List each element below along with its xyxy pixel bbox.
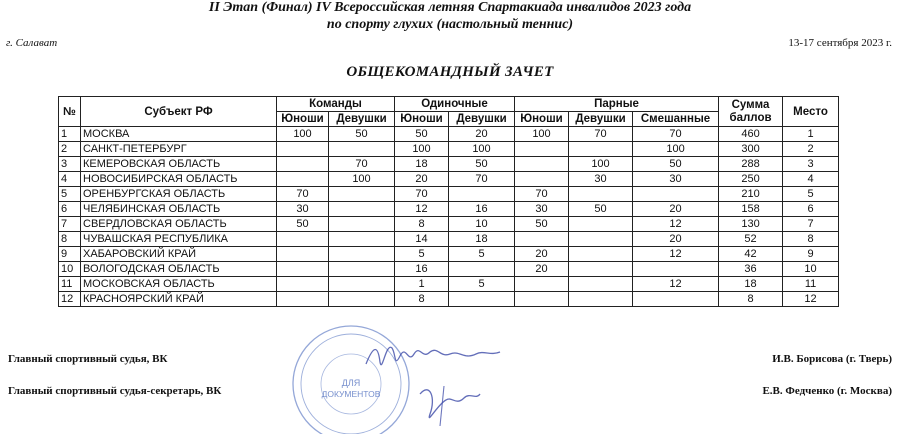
chief-judge-name: И.В. Борисова (г. Тверь) <box>772 353 892 365</box>
cell-subject: ОРЕНБУРГСКАЯ ОБЛАСТЬ <box>81 187 277 202</box>
cell-sb: 16 <box>395 262 449 277</box>
cell-subject: КЕМЕРОВСКАЯ ОБЛАСТЬ <box>81 157 277 172</box>
cell-sg <box>449 262 515 277</box>
header-singles: Одиночные <box>395 97 515 112</box>
cell-dg: 70 <box>569 127 633 142</box>
cell-no: 12 <box>59 292 81 307</box>
cell-tb: 70 <box>277 187 329 202</box>
cell-no: 4 <box>59 172 81 187</box>
cell-dm: 70 <box>633 127 719 142</box>
cell-dm: 12 <box>633 277 719 292</box>
table-row <box>59 292 839 307</box>
cell-place: 6 <box>783 202 839 217</box>
table-row <box>59 172 839 187</box>
cell-sb: 8 <box>395 292 449 307</box>
cell-tg: 50 <box>329 127 395 142</box>
cell-place: 4 <box>783 172 839 187</box>
cell-db: 50 <box>515 217 569 232</box>
cell-sg <box>449 187 515 202</box>
cell-subject: НОВОСИБИРСКАЯ ОБЛАСТЬ <box>81 172 277 187</box>
cell-dm: 20 <box>633 202 719 217</box>
cell-total: 288 <box>719 157 783 172</box>
document-title-line1: II Этап (Финал) IV Всероссийская летняя Спартакиада инвалидов 2023 года <box>208 0 692 15</box>
cell-place: 9 <box>783 247 839 262</box>
cell-sg: 5 <box>449 277 515 292</box>
cell-dm: 12 <box>633 217 719 232</box>
cell-total: 460 <box>719 127 783 142</box>
cell-tg <box>329 247 395 262</box>
cell-place: 3 <box>783 157 839 172</box>
cell-place: 5 <box>783 187 839 202</box>
table-heading: ОБЩЕКОМАНДНЫЙ ЗАЧЕТ <box>346 64 554 80</box>
cell-total: 52 <box>719 232 783 247</box>
cell-place: 11 <box>783 277 839 292</box>
cell-tg: 100 <box>329 172 395 187</box>
table-body <box>59 127 839 307</box>
cell-total: 36 <box>719 262 783 277</box>
header-place: Место <box>783 97 839 127</box>
cell-tb <box>277 142 329 157</box>
cell-db: 20 <box>515 262 569 277</box>
cell-tb: 30 <box>277 202 329 217</box>
header-doubles-boys: Юноши <box>515 112 569 127</box>
cell-sg: 5 <box>449 247 515 262</box>
cell-tg <box>329 232 395 247</box>
cell-tg <box>329 217 395 232</box>
standings-table <box>58 96 839 307</box>
cell-dg: 50 <box>569 202 633 217</box>
dates: 13-17 сентября 2023 г. <box>788 37 892 49</box>
cell-sb: 14 <box>395 232 449 247</box>
cell-db <box>515 157 569 172</box>
cell-sb: 20 <box>395 172 449 187</box>
cell-no: 7 <box>59 217 81 232</box>
handwritten-signatures <box>360 334 520 434</box>
cell-no: 1 <box>59 127 81 142</box>
cell-db: 20 <box>515 247 569 262</box>
stamp-text-1: ДЛЯ <box>341 378 361 388</box>
cell-dm: 100 <box>633 142 719 157</box>
cell-subject: ХАБАРОВСКИЙ КРАЙ <box>81 247 277 262</box>
cell-subject: САНКТ-ПЕТЕРБУРГ <box>81 142 277 157</box>
cell-total: 210 <box>719 187 783 202</box>
cell-dg: 30 <box>569 172 633 187</box>
cell-dg: 100 <box>569 157 633 172</box>
cell-sg: 70 <box>449 172 515 187</box>
table-row <box>59 142 839 157</box>
cell-total: 250 <box>719 172 783 187</box>
place: г. Салават <box>6 37 58 49</box>
header-singles-boys: Юноши <box>395 112 449 127</box>
cell-sb: 70 <box>395 187 449 202</box>
cell-total: 158 <box>719 202 783 217</box>
table-row <box>59 217 839 232</box>
cell-dm <box>633 262 719 277</box>
cell-tb <box>277 157 329 172</box>
stamp-text-2: ДОКУМЕНТОВ <box>321 389 381 399</box>
table-row <box>59 187 839 202</box>
table-row <box>59 157 839 172</box>
table-row <box>59 232 839 247</box>
table-row <box>59 277 839 292</box>
cell-db <box>515 172 569 187</box>
cell-subject: МОСКВА <box>81 127 277 142</box>
cell-sb: 100 <box>395 142 449 157</box>
cell-subject: КРАСНОЯРСКИЙ КРАЙ <box>81 292 277 307</box>
cell-tg <box>329 262 395 277</box>
table-row <box>59 127 839 142</box>
cell-dg <box>569 232 633 247</box>
chief-judge-title: Главный спортивный судья, ВК <box>8 353 168 365</box>
cell-db <box>515 232 569 247</box>
cell-subject: СВЕРДЛОВСКАЯ ОБЛАСТЬ <box>81 217 277 232</box>
cell-db <box>515 277 569 292</box>
cell-place: 8 <box>783 232 839 247</box>
cell-tg <box>329 202 395 217</box>
cell-dg <box>569 277 633 292</box>
cell-sg: 100 <box>449 142 515 157</box>
cell-sg: 18 <box>449 232 515 247</box>
cell-tb <box>277 232 329 247</box>
cell-dm: 50 <box>633 157 719 172</box>
table-row <box>59 202 839 217</box>
cell-sg: 16 <box>449 202 515 217</box>
cell-place: 12 <box>783 292 839 307</box>
cell-place: 10 <box>783 262 839 277</box>
secretary-title: Главный спортивный судья-секретарь, ВК <box>8 385 222 397</box>
cell-no: 9 <box>59 247 81 262</box>
cell-no: 5 <box>59 187 81 202</box>
cell-db: 30 <box>515 202 569 217</box>
header-teams-girls: Девушки <box>329 112 395 127</box>
header-no: № <box>59 97 81 127</box>
cell-no: 3 <box>59 157 81 172</box>
cell-dg <box>569 247 633 262</box>
cell-tb: 50 <box>277 217 329 232</box>
cell-sb: 8 <box>395 217 449 232</box>
cell-sb: 18 <box>395 157 449 172</box>
cell-place: 1 <box>783 127 839 142</box>
header-doubles-girls: Девушки <box>569 112 633 127</box>
cell-dg <box>569 292 633 307</box>
cell-no: 10 <box>59 262 81 277</box>
cell-total: 8 <box>719 292 783 307</box>
cell-dg <box>569 217 633 232</box>
header-teams-boys: Юноши <box>277 112 329 127</box>
cell-no: 11 <box>59 277 81 292</box>
cell-sb: 1 <box>395 277 449 292</box>
cell-sb: 5 <box>395 247 449 262</box>
cell-no: 6 <box>59 202 81 217</box>
header-teams: Команды <box>277 97 395 112</box>
cell-tg <box>329 142 395 157</box>
cell-total: 130 <box>719 217 783 232</box>
cell-tb: 100 <box>277 127 329 142</box>
table-row <box>59 262 839 277</box>
header-doubles-mixed: Смешанные <box>633 112 719 127</box>
cell-dm: 30 <box>633 172 719 187</box>
header-doubles: Парные <box>515 97 719 112</box>
cell-tg: 70 <box>329 157 395 172</box>
cell-dm <box>633 187 719 202</box>
cell-total: 18 <box>719 277 783 292</box>
cell-dm: 12 <box>633 247 719 262</box>
cell-no: 2 <box>59 142 81 157</box>
cell-db: 70 <box>515 187 569 202</box>
cell-tb <box>277 172 329 187</box>
cell-sg <box>449 292 515 307</box>
cell-tg <box>329 277 395 292</box>
cell-place: 2 <box>783 142 839 157</box>
cell-tg <box>329 292 395 307</box>
cell-tb <box>277 292 329 307</box>
header-subject: Субъект РФ <box>81 97 277 127</box>
cell-tb <box>277 277 329 292</box>
header-total: Сумма баллов <box>719 97 783 127</box>
cell-total: 42 <box>719 247 783 262</box>
cell-no: 8 <box>59 232 81 247</box>
cell-sg: 10 <box>449 217 515 232</box>
cell-dm: 20 <box>633 232 719 247</box>
secretary-name: Е.В. Федченко (г. Москва) <box>762 385 892 397</box>
cell-subject: МОСКОВСКАЯ ОБЛАСТЬ <box>81 277 277 292</box>
cell-dg <box>569 142 633 157</box>
cell-db <box>515 292 569 307</box>
cell-subject: ВОЛОГОДСКАЯ ОБЛАСТЬ <box>81 262 277 277</box>
cell-tb <box>277 247 329 262</box>
cell-db <box>515 142 569 157</box>
cell-db: 100 <box>515 127 569 142</box>
cell-subject: ЧУВАШСКАЯ РЕСПУБЛИКА <box>81 232 277 247</box>
table-row <box>59 247 839 262</box>
cell-tb <box>277 262 329 277</box>
cell-dg <box>569 187 633 202</box>
cell-sg: 20 <box>449 127 515 142</box>
cell-place: 7 <box>783 217 839 232</box>
cell-subject: ЧЕЛЯБИНСКАЯ ОБЛАСТЬ <box>81 202 277 217</box>
header-singles-girls: Девушки <box>449 112 515 127</box>
cell-dm <box>633 292 719 307</box>
cell-total: 300 <box>719 142 783 157</box>
document-title-line2: по спорту глухих (настольный теннис) <box>326 17 574 32</box>
cell-sg: 50 <box>449 157 515 172</box>
cell-tg <box>329 187 395 202</box>
cell-sb: 50 <box>395 127 449 142</box>
cell-sb: 12 <box>395 202 449 217</box>
cell-dg <box>569 262 633 277</box>
